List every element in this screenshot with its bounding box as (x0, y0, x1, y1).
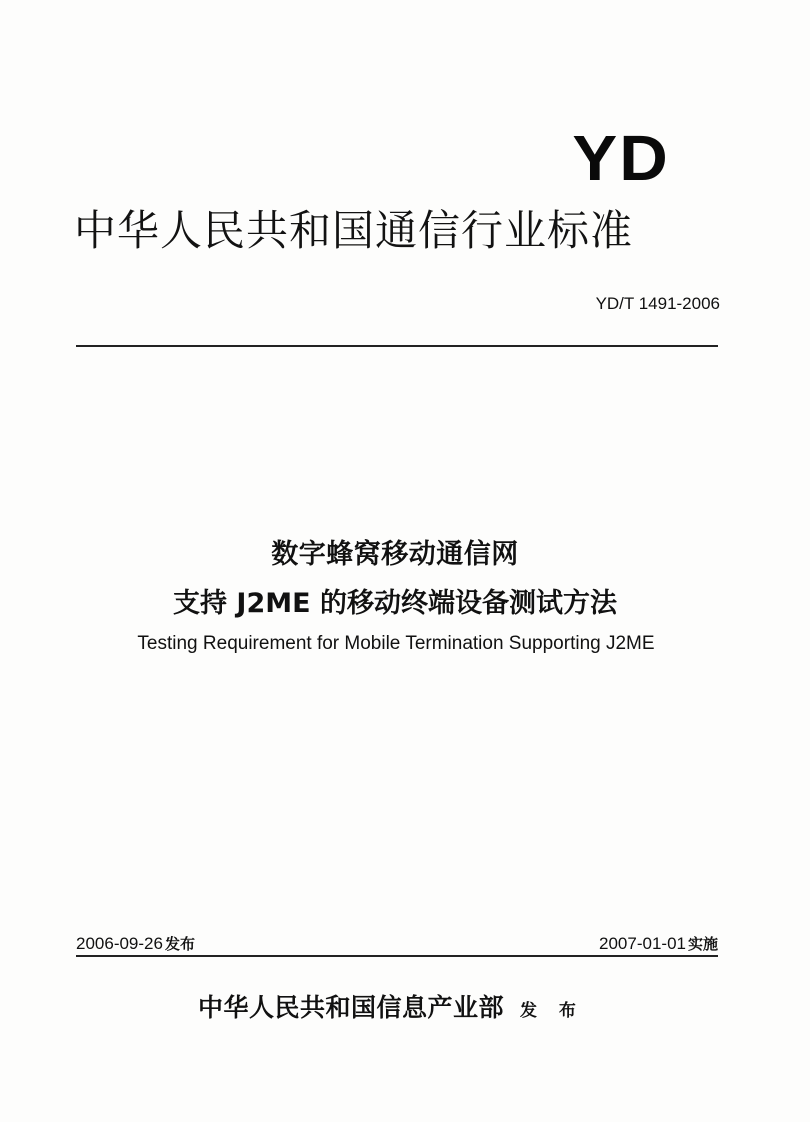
document-title-cn-line2: 支持 J2ME 的移动终端设备测试方法 (173, 588, 617, 619)
standard-category-title: 中华人民共和国通信行业标准 (74, 206, 634, 255)
document-title-en: Testing Requirement for Mobile Termination Supporting J2ME (137, 633, 655, 654)
publisher-block (198, 988, 584, 1024)
issue-date: 2006-09-26 (76, 934, 163, 953)
bottom-divider (76, 955, 718, 957)
implement-date-block (599, 933, 718, 954)
publisher-name: 中华人民共和国信息产业部 (198, 993, 505, 1022)
implement-label: 实施 (687, 935, 718, 953)
implement-date: 2007-01-01 (599, 934, 686, 953)
issue-label: 发布 (164, 935, 195, 953)
publish-action: 发 布 (520, 1001, 584, 1021)
top-divider (76, 345, 718, 347)
standard-number: YD/T 1491-2006 (595, 294, 720, 313)
issue-date-block (76, 933, 195, 954)
document-title-cn-line1: 数字蜂窝移动通信网 (271, 539, 519, 570)
yd-logo: YD (572, 122, 670, 194)
